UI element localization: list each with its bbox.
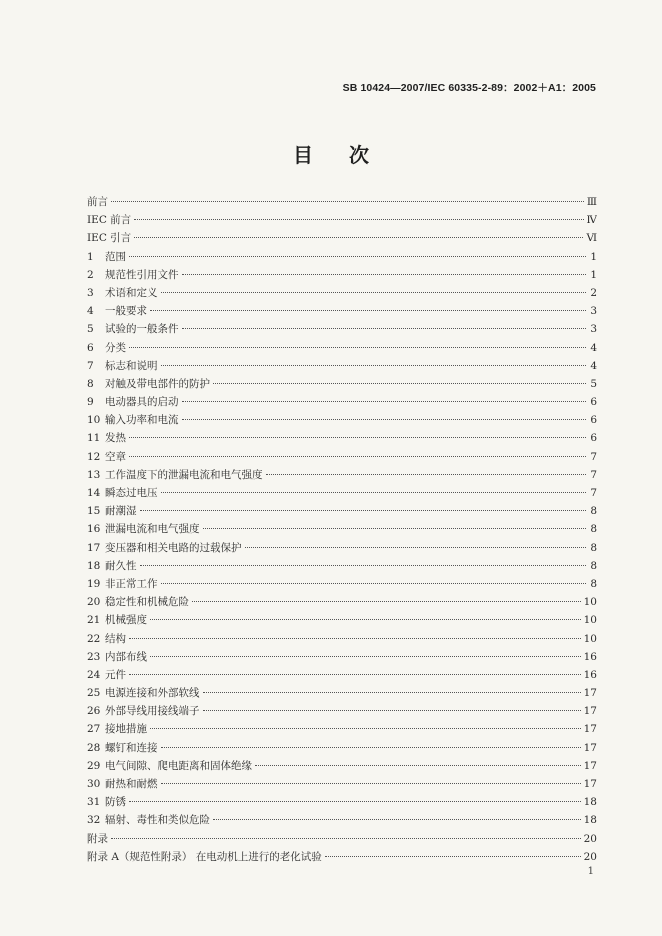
toc-leader-dots (140, 564, 587, 566)
toc-entry (87, 484, 597, 502)
standard-number-header: SB 10424—2007/IEC 60335-2-89：2002＋A1：2005 (342, 82, 596, 94)
toc-leader-dots (161, 782, 581, 784)
toc-entry (87, 648, 597, 666)
toc-entry-page: 20 (583, 832, 597, 845)
toc-leader-dots (129, 346, 586, 348)
toc-entry-number: 29 (87, 759, 101, 772)
toc-entry-number: 14 (87, 487, 101, 499)
toc-entry (87, 429, 597, 447)
toc-entry-page: 3 (590, 323, 597, 336)
toc-entry-label: 术语和定义 (105, 286, 158, 299)
toc-entry (87, 557, 597, 575)
toc-entry-label: 非正常工作 (105, 577, 158, 590)
toc-leader-dots (203, 527, 587, 529)
toc-entry (87, 848, 597, 866)
page-title: 目次 (293, 143, 405, 167)
toc-entry-label: 对触及带电部件的防护 (105, 377, 210, 390)
toc-entry-page: 4 (590, 341, 597, 354)
toc-leader-dots (129, 255, 586, 257)
toc-entry-page: 17 (583, 705, 597, 718)
toc-entry-page: 8 (590, 559, 597, 572)
toc-entry (87, 757, 597, 775)
toc-entry-number: 1 (87, 250, 94, 263)
toc-entry (87, 630, 597, 648)
toc-entry-page: 17 (583, 687, 597, 700)
toc-leader-dots (111, 200, 584, 202)
toc-entry (87, 284, 597, 302)
table-of-contents (87, 193, 597, 866)
toc-entry-label: 前言 (87, 196, 108, 208)
toc-leader-dots (134, 218, 583, 220)
toc-entry-page: 20 (583, 850, 597, 863)
toc-entry-page: 6 (590, 414, 597, 427)
toc-entry-page: 7 (590, 487, 597, 499)
toc-entry-number: 10 (87, 414, 101, 427)
toc-entry (87, 375, 597, 393)
toc-entry (87, 739, 597, 757)
toc-entry-label: 外部导线用接线端子 (105, 705, 200, 718)
toc-entry-label: 分类 (105, 341, 126, 354)
toc-entry-page: Ⅵ (586, 232, 597, 245)
toc-entry-label: 附录 A（规范性附录） 在电动机上进行的老化试验 (87, 850, 322, 863)
toc-entry-page: 16 (583, 650, 597, 663)
toc-entry-label: 一般要求 (105, 305, 147, 318)
toc-entry-number: 22 (87, 632, 101, 645)
toc-entry-page: 8 (590, 541, 597, 554)
toc-entry-page: 10 (583, 632, 597, 645)
toc-entry-number: 3 (87, 286, 94, 299)
toc-entry (87, 793, 597, 811)
toc-entry-label: 内部布线 (105, 650, 147, 663)
toc-entry-number: 11 (87, 432, 101, 445)
toc-leader-dots (150, 309, 586, 311)
toc-entry-label: 元件 (105, 668, 126, 681)
toc-entry (87, 357, 597, 375)
toc-leader-dots (182, 327, 587, 329)
toc-entry-label: 耐久性 (105, 559, 137, 572)
toc-entry-number: 5 (87, 323, 94, 336)
toc-entry-label: 附录 (87, 832, 108, 845)
toc-entry (87, 520, 597, 538)
toc-leader-dots (213, 382, 586, 384)
toc-entry-number: 25 (87, 687, 101, 700)
toc-entry (87, 448, 597, 466)
toc-entry-page: 7 (590, 468, 597, 481)
toc-entry-page: 4 (590, 359, 597, 372)
toc-entry-number: 26 (87, 705, 101, 718)
toc-leader-dots (161, 582, 587, 584)
toc-entry (87, 702, 597, 720)
toc-entry-page: 2 (590, 286, 597, 299)
toc-entry-page: 10 (583, 596, 597, 609)
toc-entry-page: 8 (590, 523, 597, 536)
toc-entry-page: Ⅲ (586, 196, 597, 208)
toc-entry (87, 684, 597, 702)
toc-entry (87, 248, 597, 266)
toc-entry (87, 775, 597, 793)
toc-leader-dots (129, 455, 586, 457)
toc-leader-dots (129, 436, 586, 438)
toc-entry (87, 339, 597, 357)
toc-entry-page: 3 (590, 305, 597, 318)
toc-entry (87, 502, 597, 520)
page-number: 1 (587, 866, 594, 877)
toc-leader-dots (245, 546, 587, 548)
toc-entry-label: 稳定性和机械危险 (105, 596, 189, 609)
toc-entry (87, 720, 597, 738)
toc-entry-label: 结构 (105, 632, 126, 645)
toc-entry (87, 193, 597, 211)
toc-entry-page: 18 (583, 796, 597, 809)
toc-entry-number: 7 (87, 359, 94, 372)
toc-entry (87, 830, 597, 848)
toc-leader-dots (325, 855, 581, 857)
toc-entry-label: 范围 (105, 250, 126, 263)
toc-entry-number: 16 (87, 523, 101, 536)
toc-entry-page: 1 (590, 268, 597, 281)
toc-leader-dots (134, 236, 583, 238)
toc-entry (87, 266, 597, 284)
toc-entry-number: 6 (87, 341, 94, 354)
toc-leader-dots (140, 509, 587, 511)
toc-entry-page: 16 (583, 668, 597, 681)
toc-leader-dots (111, 837, 581, 839)
toc-entry-page: 5 (590, 377, 597, 390)
toc-entry (87, 593, 597, 611)
toc-entry-number: 8 (87, 377, 94, 390)
toc-entry-label: 泄漏电流和电气强度 (105, 523, 200, 536)
toc-entry (87, 393, 597, 411)
toc-entry-label: 螺钉和连接 (105, 741, 158, 754)
toc-leader-dots (129, 637, 581, 639)
toc-entry-page: 17 (583, 741, 597, 754)
toc-entry-page: 10 (583, 614, 597, 627)
toc-entry-number: 27 (87, 723, 101, 736)
toc-entry-number: 17 (87, 541, 101, 554)
toc-entry-number: 9 (87, 396, 94, 409)
toc-entry-number: 24 (87, 668, 101, 681)
toc-leader-dots (129, 673, 581, 675)
toc-entry-number: 31 (87, 796, 101, 809)
toc-entry-label: 标志和说明 (105, 359, 158, 372)
toc-entry-label: 防锈 (105, 796, 126, 809)
toc-entry-label: 输入功率和电流 (105, 414, 179, 427)
toc-leader-dots (192, 600, 581, 602)
toc-leader-dots (161, 291, 587, 293)
toc-entry-number: 30 (87, 778, 101, 790)
toc-entry (87, 575, 597, 593)
toc-entry (87, 302, 597, 320)
toc-leader-dots (150, 727, 581, 729)
toc-entry-label: 瞬态过电压 (105, 487, 158, 499)
toc-entry-page: 17 (583, 723, 597, 736)
toc-entry-label: 规范性引用文件 (105, 268, 179, 281)
toc-entry-page: 18 (583, 814, 597, 827)
toc-entry-number: 21 (87, 614, 101, 627)
toc-entry-number: 32 (87, 814, 101, 827)
toc-leader-dots (161, 364, 587, 366)
toc-entry-label: 工作温度下的泄漏电流和电气强度 (105, 468, 263, 481)
toc-entry-page: 8 (590, 505, 597, 518)
toc-leader-dots (161, 746, 581, 748)
toc-entry-page: 6 (590, 396, 597, 409)
toc-entry-number: 15 (87, 505, 101, 518)
toc-entry-label: 辐射、毒性和类似危险 (105, 814, 210, 827)
toc-entry-number: 20 (87, 596, 101, 609)
toc-leader-dots (129, 800, 581, 802)
toc-leader-dots (182, 400, 587, 402)
toc-entry-number: 23 (87, 650, 101, 663)
toc-leader-dots (255, 764, 581, 766)
toc-entry-label: 电源连接和外部软线 (105, 687, 200, 700)
toc-entry-label: 接地措施 (105, 723, 147, 736)
toc-entry (87, 411, 597, 429)
toc-leader-dots (213, 818, 581, 820)
toc-entry-page: 6 (590, 432, 597, 445)
toc-entry-label: 机械强度 (105, 614, 147, 627)
toc-entry-number: 13 (87, 468, 101, 481)
toc-entry-label: 变压器和相关电路的过载保护 (105, 541, 242, 554)
toc-entry-label: IEC 引言 (87, 232, 132, 245)
toc-leader-dots (150, 655, 581, 657)
toc-entry-label: 耐潮湿 (105, 505, 137, 518)
toc-leader-dots (203, 691, 581, 693)
toc-entry (87, 320, 597, 338)
toc-entry-number: 4 (87, 305, 94, 318)
toc-entry-page: Ⅳ (586, 214, 597, 227)
toc-entry (87, 811, 597, 829)
toc-entry-number: 19 (87, 577, 101, 590)
toc-entry (87, 539, 597, 557)
toc-leader-dots (182, 273, 587, 275)
toc-entry-page: 7 (590, 450, 597, 463)
toc-entry-number: 18 (87, 559, 101, 572)
toc-leader-dots (150, 618, 581, 620)
toc-entry (87, 611, 597, 629)
toc-entry-number: 2 (87, 268, 94, 281)
toc-entry (87, 666, 597, 684)
toc-entry-page: 8 (590, 577, 597, 590)
toc-entry-label: 空章 (105, 450, 126, 463)
toc-entry-page: 17 (583, 778, 597, 790)
toc-entry-page: 17 (583, 759, 597, 772)
toc-entry-label: 电动器具的启动 (105, 396, 179, 409)
toc-entry-label: IEC 前言 (87, 214, 132, 227)
toc-entry-number: 28 (87, 741, 101, 754)
toc-entry (87, 229, 597, 247)
toc-entry-label: 发热 (105, 432, 126, 445)
toc-entry-label: 试验的一般条件 (105, 323, 179, 336)
toc-leader-dots (182, 418, 587, 420)
toc-entry-page: 1 (590, 250, 597, 263)
toc-leader-dots (161, 491, 587, 493)
toc-leader-dots (203, 709, 581, 711)
toc-entry (87, 211, 597, 229)
toc-entry (87, 466, 597, 484)
toc-entry-label: 电气间隙、爬电距离和固体绝缘 (105, 759, 252, 772)
toc-entry-label: 耐热和耐燃 (105, 778, 158, 790)
toc-entry-number: 12 (87, 450, 101, 463)
toc-leader-dots (266, 473, 587, 475)
